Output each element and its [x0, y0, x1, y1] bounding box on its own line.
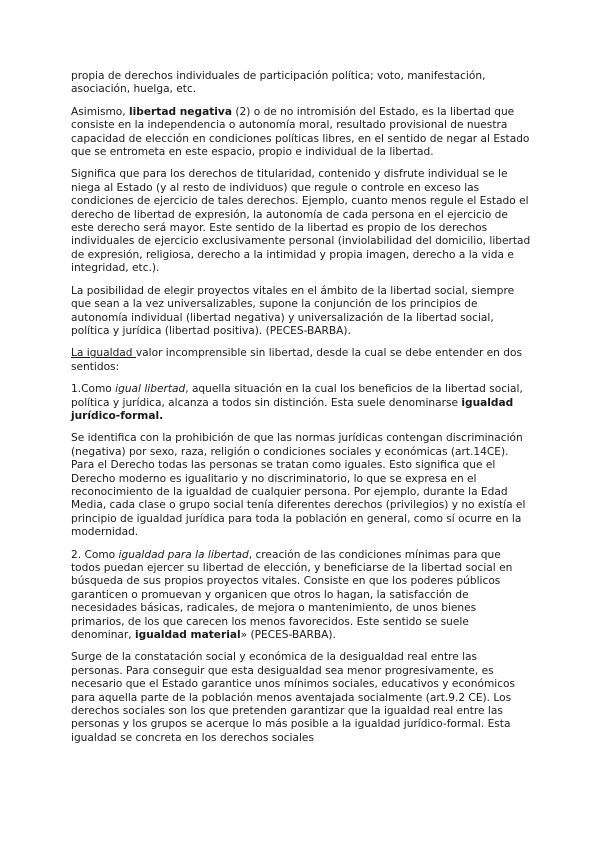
document-page	[71, 70, 531, 754]
text-run: Significa que para los derechos de titularidad, contenido y disfrute individual se le niega al Estado (y al resto de individuos) que regule o controle en exceso las condiciones de ejercicio de tales derechos. Ejemplo, cuanto menos regule el Estado el derecho de libertad de expresión, la autonomía de cada persona en el ejercicio de este derecho será mayor. Este sentido de la libertad es propio de los derechos individuales de ejercicio exclusivamente personal (inviolabilidad del domicilio, libertad de expresión, religiosa, derecho a la intimidad y propia imagen, derecho a la vida e integridad, etc.).	[71, 168, 531, 275]
text-run: igualdad jurídico-formal.	[71, 396, 514, 422]
text-run: igualdad material	[135, 629, 241, 642]
text-run: , aquella situación en la cual los beneficios de la libertad social, política y jurídica, alcanza a todos sin distinción. Esta suele denominarse	[71, 383, 523, 409]
paragraph-8	[71, 549, 531, 643]
text-run: libertad negativa	[129, 105, 232, 118]
text-run: » (PECES-BARBA).	[240, 629, 336, 642]
text-run: Surge de la constatación social y económica de la desigualdad real entre las personas. Para conseguir que esta desigualdad sea menor progresivamente, es necesario que el Estado garantice unos mínimos sociales, educativos y económicos para aquella parte de la población menos aventajada socialmente (art.9.2 CE). Los derechos sociales son los que pretenden garantizar que la igualdad real entre las personas y los grupos se acerque lo más posible a la igualdad jurídico-formal. Esta igualdad se concreta en los derechos sociales	[71, 651, 516, 744]
text-run: La igualdad	[71, 347, 136, 360]
text-run: , creación de las condiciones mínimas para que todos puedan ejercer su libertad de elección, y beneficiarse de la libertad social en búsqueda de sus propios proyectos vitales. Consiste en que los poderes públicos garanticen o promuevan y organicen que otros lo hagan, la satisfacción de necesidades básicas, radicales, de mejora o mantenimiento, de unos bienes primarios, de los que carecen los menos favorecidos. Este sentido se suele denominar,	[71, 548, 513, 642]
text-run: La posibilidad de elegir proyectos vitales en el ámbito de la libertad social, siempre que sean a la vez universalizables, supone la conjunción de los principios de autonomía individual (libertad negativa) y universalización de la libertad social, política y jurídica (libertad positiva). (PECES-BARBA).	[71, 284, 515, 337]
paragraph-3	[71, 168, 531, 275]
text-run: (2) o de no intromisión del Estado, es la libertad que consiste en la independencia o autonomía moral, resultado provisional de nuestra capacidad de elección en condiciones políticas libres, en el sentido de negar al Estado que se entrometa en este espacio, propio e individual de la libertad.	[71, 105, 530, 159]
text-run: valor incomprensible sin libertad, desde la cual se debe entender en dos sentidos:	[71, 347, 522, 373]
paragraph-1	[71, 70, 531, 97]
text-run: igual libertad	[115, 383, 186, 396]
text-run: 2. Como	[71, 548, 119, 561]
text-run: propia de derechos individuales de participación política; voto, manifestación, asociación, huelga, etc.	[71, 70, 486, 96]
text-run: 1.Como	[71, 383, 116, 396]
paragraph-4	[71, 285, 531, 339]
paragraph-7	[71, 432, 531, 539]
paragraph-9	[71, 651, 531, 745]
text-run: Asimismo,	[71, 105, 130, 118]
paragraph-5	[71, 347, 531, 374]
text-run: Se identifica con la prohibición de que las normas jurídicas contengan discriminación (negativa) por sexo, raza, religión o condiciones sociales y económicas (art.14CE). Para el Derecho todas las personas se tratan como iguales. Esto significa que el Derecho moderno es igualitario y no discriminatorio, lo que se expresa en el reconocimiento de la igualdad de cualquier persona. Por ejemplo, durante la Edad Media, cada clase o grupo social tenía diferentes derechos (privilegios) y no existía el principio de igualdad jurídica para toda la población en general, como sí ocurre en la modernidad.	[71, 432, 526, 539]
paragraph-2	[71, 106, 531, 160]
paragraph-6	[71, 383, 531, 423]
text-run: igualdad para la libertad	[118, 548, 249, 561]
